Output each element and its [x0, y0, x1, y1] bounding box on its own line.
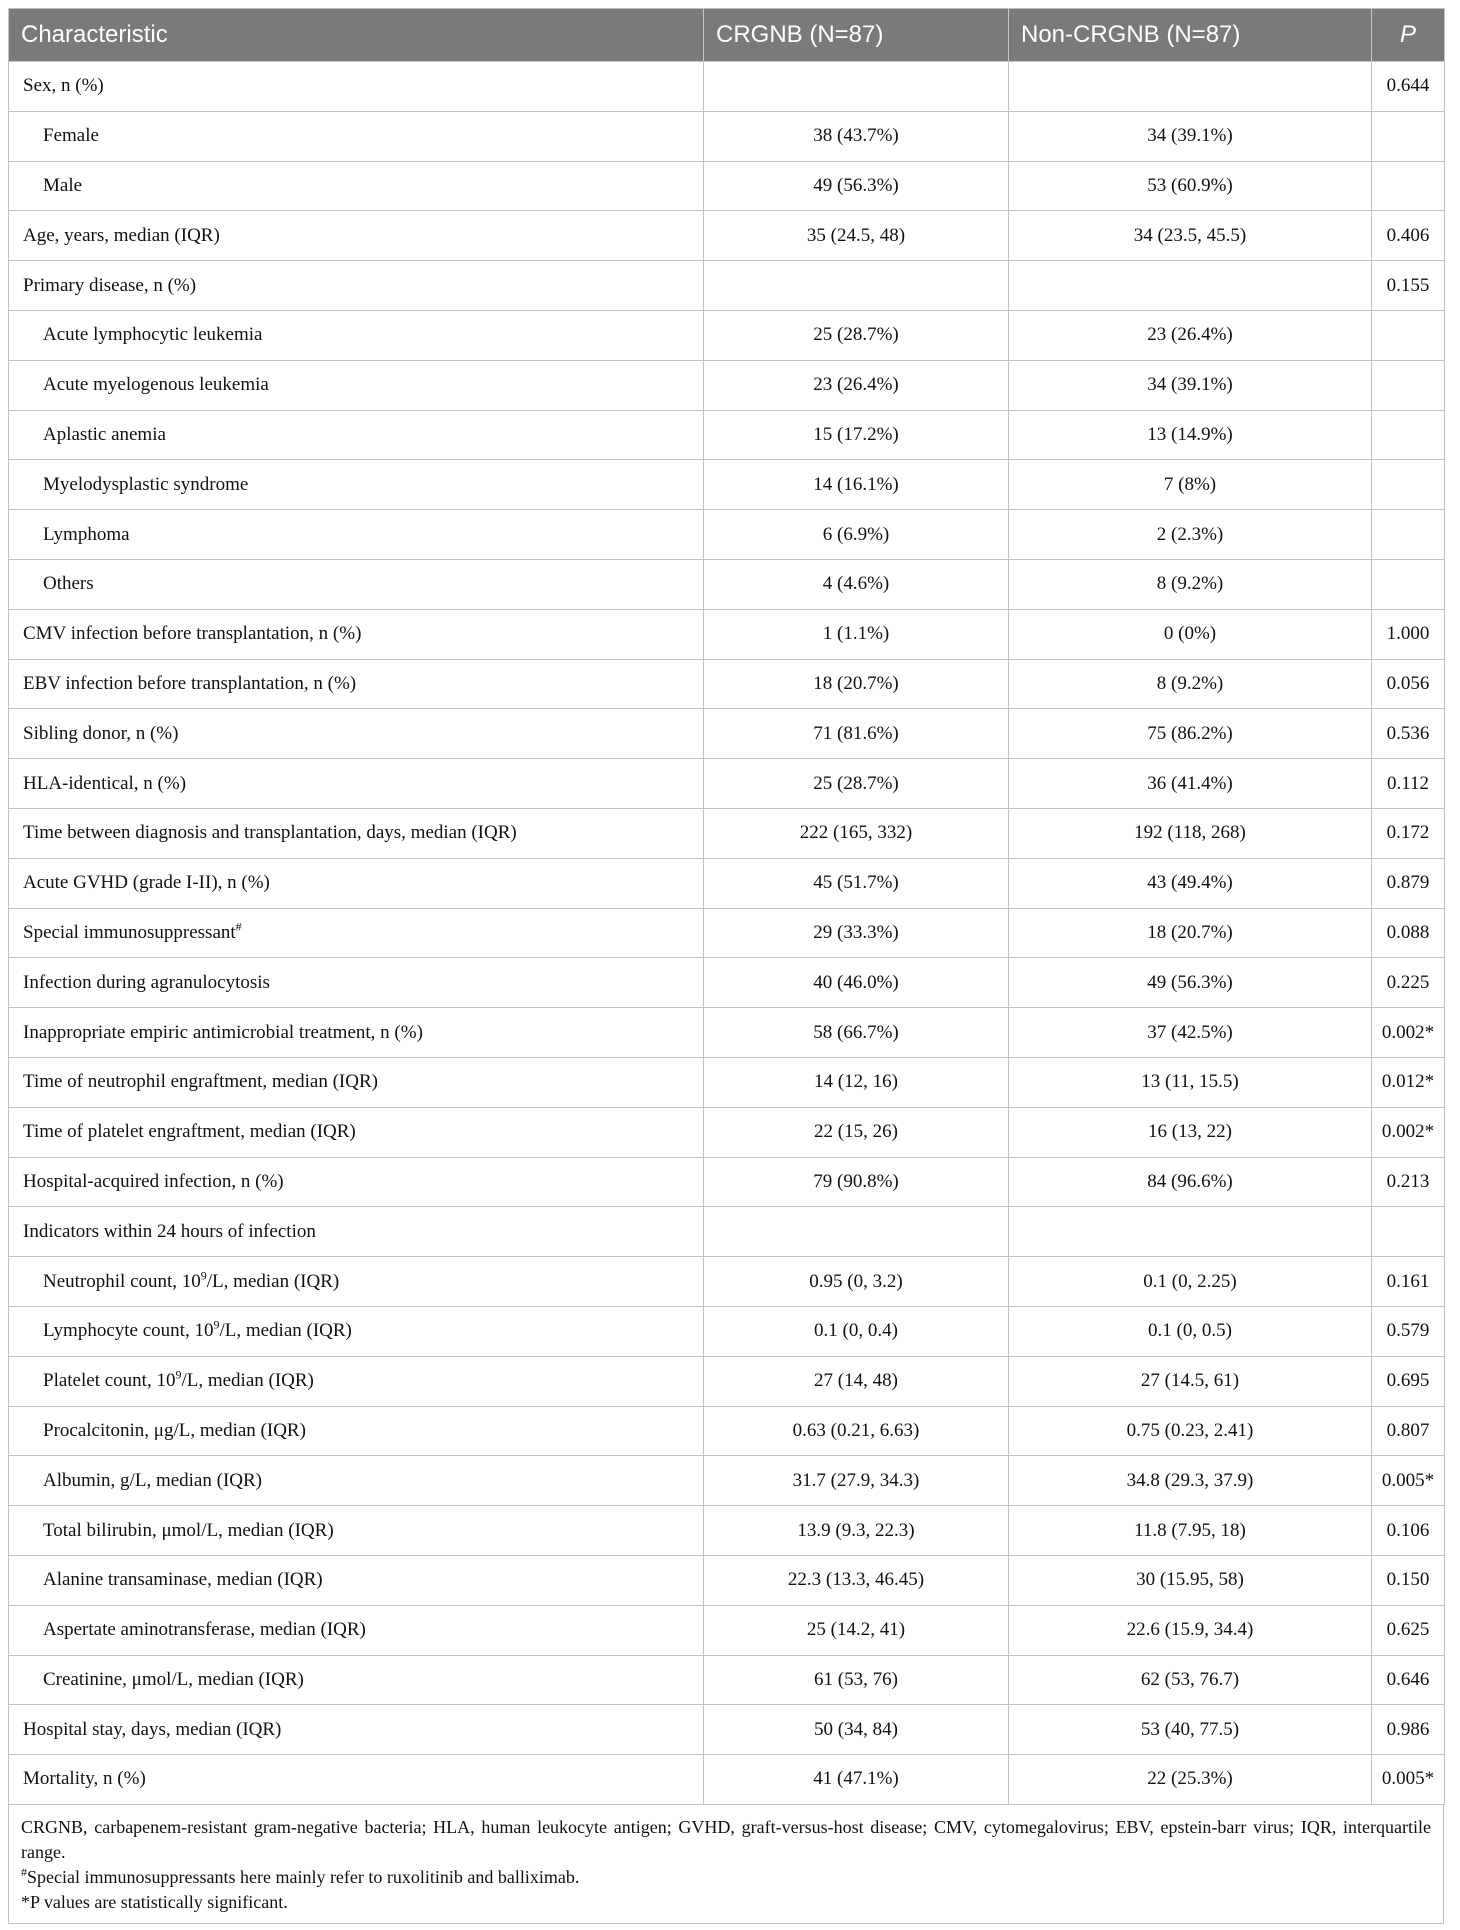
row-label: Aspertate aminotransferase, median (IQR) [43, 1619, 366, 1641]
table-row [9, 1456, 1445, 1506]
table-row [9, 609, 1445, 659]
cell-p-value: 0.150 [1372, 1555, 1445, 1605]
row-label: Lymphoma [43, 523, 130, 545]
row-characteristic [9, 111, 704, 161]
row-characteristic [9, 1207, 704, 1257]
cell-non-crgnb: 22.6 (15.9, 34.4) [1009, 1605, 1372, 1655]
row-label: Hospital-acquired infection, n (%) [23, 1170, 284, 1192]
cell-crgnb: 13.9 (9.3, 22.3) [704, 1506, 1009, 1556]
cell-p-value [1372, 410, 1445, 460]
table-row [9, 659, 1445, 709]
table-row [9, 709, 1445, 759]
row-characteristic [9, 460, 704, 510]
cell-non-crgnb: 192 (118, 268) [1009, 808, 1372, 858]
table-row [9, 410, 1445, 460]
cell-p-value: 0.155 [1372, 261, 1445, 311]
cell-crgnb: 222 (165, 332) [704, 808, 1009, 858]
cell-p-value: 0.536 [1372, 709, 1445, 759]
cell-crgnb: 38 (43.7%) [704, 111, 1009, 161]
row-label: Others [43, 573, 94, 595]
cell-crgnb: 31.7 (27.9, 34.3) [704, 1456, 1009, 1506]
cell-p-value: 0.986 [1372, 1705, 1445, 1755]
table-container [8, 8, 1444, 1924]
cell-p-value: 0.879 [1372, 858, 1445, 908]
cell-non-crgnb: 0.1 (0, 2.25) [1009, 1257, 1372, 1307]
row-characteristic [9, 1057, 704, 1107]
row-label: Primary disease, n (%) [23, 274, 197, 296]
cell-crgnb [704, 1207, 1009, 1257]
table-row [9, 1705, 1445, 1755]
cell-non-crgnb: 34 (39.1%) [1009, 360, 1372, 410]
cell-p-value: 0.646 [1372, 1655, 1445, 1705]
footnote-abbreviations: CRGNB, carbapenem-resistant gram-negative bacteria; HLA, human leukocyte antigen; GVHD, graft-versus-host disease; CMV, cytomegalovirus; EBV, epstein-barr virus; IQR, interquartile range. [21, 1816, 1431, 1862]
footnote-special-text: Special immunosuppressants here mainly refer to ruxolitinib and balliximab. [27, 1866, 580, 1887]
cell-p-value [1372, 559, 1445, 609]
row-characteristic [9, 1356, 704, 1406]
cell-p-value [1372, 161, 1445, 211]
cell-crgnb: 14 (12, 16) [704, 1057, 1009, 1107]
cell-non-crgnb: 2 (2.3%) [1009, 510, 1372, 560]
cell-non-crgnb: 49 (56.3%) [1009, 958, 1372, 1008]
cell-crgnb: 50 (34, 84) [704, 1705, 1009, 1755]
row-characteristic [9, 709, 704, 759]
cell-crgnb: 18 (20.7%) [704, 659, 1009, 709]
cell-non-crgnb: 23 (26.4%) [1009, 310, 1372, 360]
cell-non-crgnb: 0 (0%) [1009, 609, 1372, 659]
cell-p-value: 0.695 [1372, 1356, 1445, 1406]
table-row [9, 161, 1445, 211]
cell-p-value: 0.644 [1372, 62, 1445, 112]
cell-p-value: 0.406 [1372, 211, 1445, 261]
table-row [9, 759, 1445, 809]
table-header-row [9, 9, 1445, 62]
row-label: Indicators within 24 hours of infection [23, 1220, 316, 1242]
cell-p-value: 0.012* [1372, 1057, 1445, 1107]
cell-crgnb: 40 (46.0%) [704, 958, 1009, 1008]
row-label: Sex, n (%) [23, 75, 104, 97]
row-label: Lymphocyte count, 10 [43, 1320, 214, 1342]
cell-non-crgnb: 0.75 (0.23, 2.41) [1009, 1406, 1372, 1456]
row-label: Inappropriate empiric antimicrobial treatment, n (%) [23, 1021, 423, 1043]
header-crgnb: CRGNB (N=87) [704, 9, 1009, 62]
cell-crgnb: 23 (26.4%) [704, 360, 1009, 410]
row-label-superscript: 9 [200, 1268, 207, 1283]
table-row [9, 62, 1445, 112]
row-label: Hospital stay, days, median (IQR) [23, 1718, 282, 1740]
row-label-tail: /L, median (IQR) [206, 1270, 340, 1292]
cell-p-value: 0.161 [1372, 1257, 1445, 1307]
table-row [9, 360, 1445, 410]
cell-non-crgnb: 43 (49.4%) [1009, 858, 1372, 908]
row-label: CMV infection before transplantation, n (%) [23, 623, 362, 645]
cell-p-value [1372, 310, 1445, 360]
cell-p-value: 0.112 [1372, 759, 1445, 809]
cell-non-crgnb: 18 (20.7%) [1009, 908, 1372, 958]
cell-non-crgnb: 62 (53, 76.7) [1009, 1655, 1372, 1705]
cell-p-value: 0.005* [1372, 1456, 1445, 1506]
row-characteristic [9, 1605, 704, 1655]
row-characteristic [9, 559, 704, 609]
row-characteristic [9, 1257, 704, 1307]
row-label: Aplastic anemia [43, 423, 166, 445]
footnote-significance: *P values are statistically significant. [21, 1891, 288, 1912]
cell-crgnb: 71 (81.6%) [704, 709, 1009, 759]
row-characteristic [9, 659, 704, 709]
cell-p-value: 0.056 [1372, 659, 1445, 709]
row-characteristic [9, 1456, 704, 1506]
cell-p-value: 0.002* [1372, 1008, 1445, 1058]
cell-non-crgnb: 11.8 (7.95, 18) [1009, 1506, 1372, 1556]
cell-non-crgnb: 22 (25.3%) [1009, 1755, 1372, 1805]
row-label: Acute GVHD (grade I-II), n (%) [23, 872, 270, 894]
cell-p-value: 0.625 [1372, 1605, 1445, 1655]
cell-crgnb: 79 (90.8%) [704, 1157, 1009, 1207]
row-characteristic [9, 1008, 704, 1058]
row-label: Neutrophil count, 10 [43, 1270, 201, 1292]
table-row [9, 460, 1445, 510]
cell-p-value [1372, 460, 1445, 510]
cell-crgnb: 22 (15, 26) [704, 1107, 1009, 1157]
row-label-tail: /L, median (IQR) [219, 1320, 352, 1342]
row-characteristic [9, 1705, 704, 1755]
cell-crgnb: 0.1 (0, 0.4) [704, 1306, 1009, 1356]
table-row [9, 559, 1445, 609]
footnote-special [21, 1865, 1431, 1890]
table-row [9, 310, 1445, 360]
table-body [9, 62, 1445, 1805]
row-label: Time of platelet engraftment, median (IQR) [23, 1121, 356, 1143]
cell-p-value: 0.807 [1372, 1406, 1445, 1456]
table-row [9, 1655, 1445, 1705]
cell-crgnb: 25 (14.2, 41) [704, 1605, 1009, 1655]
cell-crgnb: 61 (53, 76) [704, 1655, 1009, 1705]
cell-non-crgnb: 8 (9.2%) [1009, 559, 1372, 609]
table-row [9, 1506, 1445, 1556]
cell-p-value [1372, 1207, 1445, 1257]
cell-non-crgnb: 34 (39.1%) [1009, 111, 1372, 161]
cell-p-value: 0.005* [1372, 1755, 1445, 1805]
row-label: Infection during agranulocytosis [23, 971, 270, 993]
row-label: Special immunosuppressant [23, 921, 236, 943]
row-label: Sibling donor, n (%) [23, 722, 179, 744]
cell-crgnb: 25 (28.7%) [704, 759, 1009, 809]
row-label: Acute myelogenous leukemia [43, 374, 269, 396]
table-row [9, 1057, 1445, 1107]
cell-non-crgnb: 53 (60.9%) [1009, 161, 1372, 211]
row-label: Female [43, 125, 99, 147]
row-label: Albumin, g/L, median (IQR) [43, 1469, 262, 1491]
cell-p-value [1372, 111, 1445, 161]
cell-non-crgnb: 37 (42.5%) [1009, 1008, 1372, 1058]
cell-crgnb: 35 (24.5, 48) [704, 211, 1009, 261]
footnote-special-mark: # [21, 1864, 27, 1879]
cell-p-value: 1.000 [1372, 609, 1445, 659]
row-characteristic [9, 609, 704, 659]
row-characteristic [9, 510, 704, 560]
row-characteristic [9, 410, 704, 460]
row-characteristic [9, 62, 704, 112]
table-row [9, 1257, 1445, 1307]
row-characteristic [9, 759, 704, 809]
cell-non-crgnb: 34 (23.5, 45.5) [1009, 211, 1372, 261]
header-characteristic: Characteristic [9, 9, 704, 62]
cell-non-crgnb: 30 (15.95, 58) [1009, 1555, 1372, 1605]
row-characteristic [9, 958, 704, 1008]
table-row [9, 211, 1445, 261]
cell-crgnb: 25 (28.7%) [704, 310, 1009, 360]
table-row [9, 1008, 1445, 1058]
characteristics-table [8, 8, 1445, 1805]
cell-crgnb: 1 (1.1%) [704, 609, 1009, 659]
row-characteristic [9, 261, 704, 311]
cell-p-value: 0.172 [1372, 808, 1445, 858]
row-label: Platelet count, 10 [43, 1370, 176, 1392]
row-label: Time of neutrophil engraftment, median (IQR) [23, 1071, 378, 1093]
cell-non-crgnb: 7 (8%) [1009, 460, 1372, 510]
cell-non-crgnb: 27 (14.5, 61) [1009, 1356, 1372, 1406]
table-row [9, 1306, 1445, 1356]
row-label-superscript: 9 [175, 1367, 182, 1382]
cell-p-value: 0.088 [1372, 908, 1445, 958]
row-characteristic [9, 908, 704, 958]
cell-crgnb: 29 (33.3%) [704, 908, 1009, 958]
cell-non-crgnb: 8 (9.2%) [1009, 659, 1372, 709]
row-characteristic [9, 1555, 704, 1605]
cell-crgnb: 58 (66.7%) [704, 1008, 1009, 1058]
row-label: Male [43, 174, 83, 196]
cell-crgnb [704, 62, 1009, 112]
cell-non-crgnb: 16 (13, 22) [1009, 1107, 1372, 1157]
cell-crgnb: 41 (47.1%) [704, 1755, 1009, 1805]
row-characteristic [9, 211, 704, 261]
cell-non-crgnb: 0.1 (0, 0.5) [1009, 1306, 1372, 1356]
cell-p-value [1372, 510, 1445, 560]
row-characteristic [9, 1107, 704, 1157]
cell-non-crgnb [1009, 261, 1372, 311]
row-characteristic [9, 1157, 704, 1207]
row-label: Age, years, median (IQR) [23, 224, 220, 246]
row-label-superscript: # [235, 919, 242, 934]
header-p: P [1372, 9, 1445, 62]
table-row [9, 1755, 1445, 1805]
table-row [9, 1107, 1445, 1157]
table-row [9, 261, 1445, 311]
cell-crgnb: 6 (6.9%) [704, 510, 1009, 560]
row-label: HLA-identical, n (%) [23, 772, 187, 794]
row-label: EBV infection before transplantation, n (%) [23, 672, 357, 694]
cell-non-crgnb: 75 (86.2%) [1009, 709, 1372, 759]
table-row [9, 908, 1445, 958]
cell-crgnb: 22.3 (13.3, 46.45) [704, 1555, 1009, 1605]
table-row [9, 1605, 1445, 1655]
row-characteristic [9, 1306, 704, 1356]
table-row [9, 1406, 1445, 1456]
table-footnotes [8, 1805, 1444, 1924]
row-characteristic [9, 161, 704, 211]
row-label: Total bilirubin, μmol/L, median (IQR) [43, 1519, 334, 1541]
cell-non-crgnb: 36 (41.4%) [1009, 759, 1372, 809]
cell-crgnb: 4 (4.6%) [704, 559, 1009, 609]
cell-crgnb: 15 (17.2%) [704, 410, 1009, 460]
row-characteristic [9, 1655, 704, 1705]
table-row [9, 1356, 1445, 1406]
table-row [9, 858, 1445, 908]
cell-p-value: 0.225 [1372, 958, 1445, 1008]
row-label: Mortality, n (%) [23, 1768, 146, 1790]
row-characteristic [9, 1406, 704, 1456]
row-label-tail: /L, median (IQR) [181, 1370, 314, 1392]
row-characteristic [9, 858, 704, 908]
row-characteristic [9, 1755, 704, 1805]
cell-p-value: 0.213 [1372, 1157, 1445, 1207]
row-label: Acute lymphocytic leukemia [43, 324, 263, 346]
row-label: Procalcitonin, μg/L, median (IQR) [43, 1419, 306, 1441]
row-label: Time between diagnosis and transplantation, days, median (IQR) [23, 822, 517, 844]
cell-p-value: 0.106 [1372, 1506, 1445, 1556]
table-row [9, 1157, 1445, 1207]
cell-non-crgnb: 84 (96.6%) [1009, 1157, 1372, 1207]
cell-crgnb: 0.63 (0.21, 6.63) [704, 1406, 1009, 1456]
row-characteristic [9, 360, 704, 410]
table-row [9, 1207, 1445, 1257]
row-label: Alanine transaminase, median (IQR) [43, 1569, 323, 1591]
table-row [9, 808, 1445, 858]
cell-non-crgnb: 34.8 (29.3, 37.9) [1009, 1456, 1372, 1506]
row-label-superscript: 9 [213, 1317, 220, 1332]
table-row [9, 958, 1445, 1008]
cell-crgnb [704, 261, 1009, 311]
row-label: Myelodysplastic syndrome [43, 473, 249, 495]
cell-non-crgnb [1009, 1207, 1372, 1257]
cell-crgnb: 27 (14, 48) [704, 1356, 1009, 1406]
table-row [9, 1555, 1445, 1605]
cell-p-value: 0.002* [1372, 1107, 1445, 1157]
cell-non-crgnb: 13 (11, 15.5) [1009, 1057, 1372, 1107]
cell-crgnb: 45 (51.7%) [704, 858, 1009, 908]
table-row [9, 510, 1445, 560]
row-label: Creatinine, μmol/L, median (IQR) [43, 1668, 304, 1690]
cell-crgnb: 49 (56.3%) [704, 161, 1009, 211]
cell-crgnb: 14 (16.1%) [704, 460, 1009, 510]
row-characteristic [9, 310, 704, 360]
cell-non-crgnb [1009, 62, 1372, 112]
cell-p-value: 0.579 [1372, 1306, 1445, 1356]
row-characteristic [9, 1506, 704, 1556]
cell-p-value [1372, 360, 1445, 410]
table-row [9, 111, 1445, 161]
cell-crgnb: 0.95 (0, 3.2) [704, 1257, 1009, 1307]
header-non-crgnb: Non-CRGNB (N=87) [1009, 9, 1372, 62]
cell-non-crgnb: 53 (40, 77.5) [1009, 1705, 1372, 1755]
row-characteristic [9, 808, 704, 858]
cell-non-crgnb: 13 (14.9%) [1009, 410, 1372, 460]
